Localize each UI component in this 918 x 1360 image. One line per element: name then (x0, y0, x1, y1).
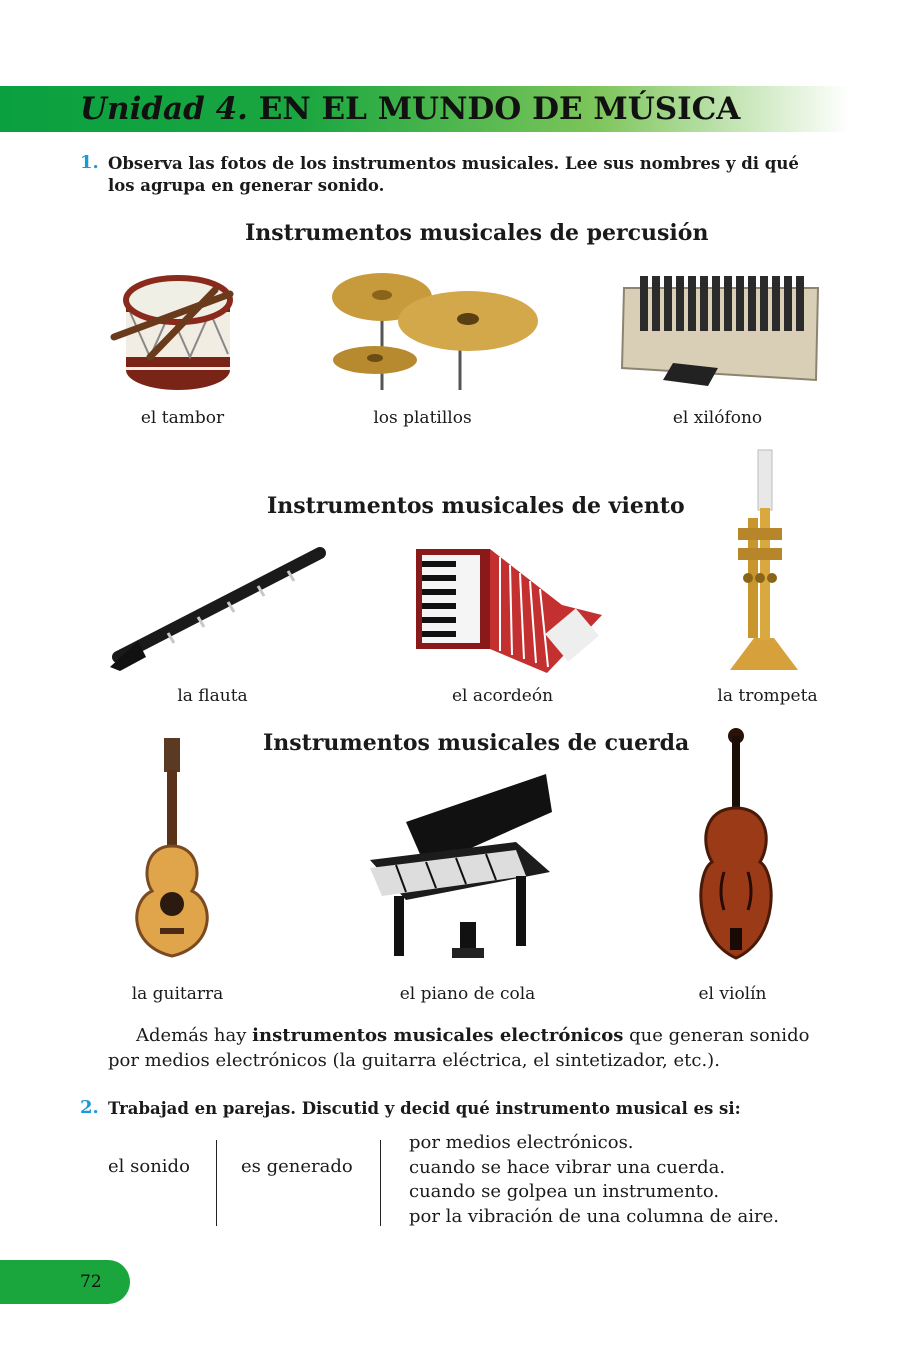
cymbals-image (330, 265, 540, 393)
exercise-1-number: 1. (80, 152, 99, 173)
caption-grand-piano: el piano de cola (399, 984, 536, 1004)
grand-piano-image (366, 772, 554, 968)
electronic-line-2: por medios electrónicos (la guitarra eléctrica, el sintetizador, etc.). (108, 1050, 720, 1071)
unit-title: EN EL MUNDO DE MÚSICA (258, 91, 741, 127)
xylophone-image (618, 268, 822, 388)
drum-image (110, 262, 245, 394)
caption-drum: el tambor (140, 408, 225, 428)
grid-col-1: el sonido (108, 1156, 190, 1177)
option-item: por la vibración de una columna de aire. (409, 1205, 779, 1227)
electronic-intro: Además hay (136, 1025, 253, 1046)
caption-trumpet: la trompeta (717, 686, 818, 706)
caption-violin: el violín (698, 984, 767, 1004)
caption-accordion: el acordeón (451, 686, 554, 706)
grid-divider-1 (216, 1140, 217, 1226)
grid-col-2: es generado (241, 1156, 353, 1177)
exercise-1-line-1: Observa las fotos de los instrumentos musicales. Lee sus nombres y di qué (108, 154, 799, 173)
option-item: cuando se hace vibrar una cuerda. (409, 1156, 726, 1178)
section-title-wind: Instrumentos musicales de viento (267, 493, 685, 519)
option-item: por medios electrónicos. (409, 1132, 634, 1153)
violin-image (686, 722, 786, 962)
exercise-2-instruction: Trabajad en parejas. Discutid y decid qué instrumento musical es si: (108, 1099, 741, 1118)
page-title (80, 88, 740, 130)
guitar-image (122, 736, 222, 960)
caption-cymbals: los platillos (373, 408, 472, 428)
page-number: 72 (80, 1272, 102, 1292)
trumpet-image (724, 448, 804, 672)
option-item: cuando se golpea un instrumento. (409, 1181, 720, 1202)
caption-flute: la flauta (177, 686, 248, 706)
accordion-image (412, 545, 608, 675)
page-number-tab (0, 1260, 130, 1304)
caption-guitar: la guitarra (131, 984, 224, 1004)
section-title-percussion: Instrumentos musicales de percusión (245, 220, 709, 246)
exercise-1-line-2: los agrupa en generar sonido. (108, 176, 385, 195)
grid-options (409, 1131, 779, 1229)
grid-divider-2 (380, 1140, 381, 1226)
exercise-2-number: 2. (80, 1097, 99, 1118)
caption-xylophone: el xilófono (672, 408, 763, 428)
electronic-paragraph (108, 1023, 868, 1073)
unit-label: Unidad 4. (80, 91, 248, 127)
electronic-bold-term: instrumentos musicales electrónicos (252, 1025, 624, 1046)
section-title-string: Instrumentos musicales de cuerda (263, 730, 690, 756)
electronic-rest: que generan sonido (623, 1025, 810, 1046)
exercise-1-instruction (108, 153, 868, 197)
flute-image (108, 545, 328, 673)
